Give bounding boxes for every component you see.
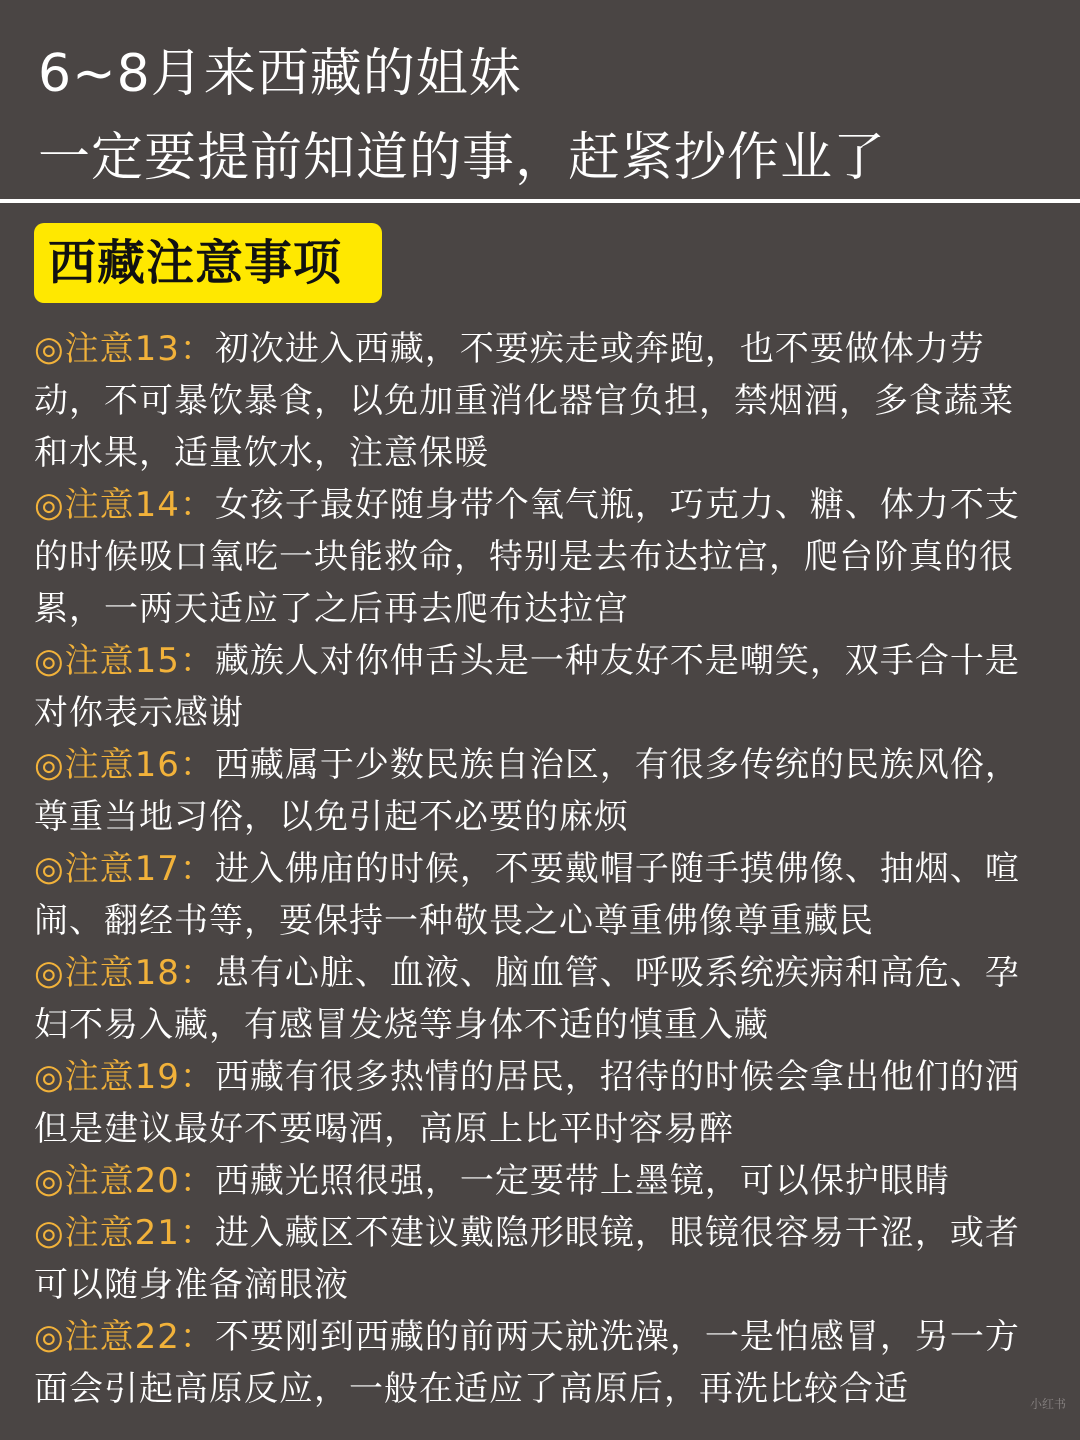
note-text: 藏族人对你伸舌头是一种友好不是嘲笑，双手合十是对你表示感谢 <box>34 641 1020 733</box>
note-text: 患有心脏、血液、脑血管、呼吸系统疾病和高危、孕妇不易入藏，有感冒发烧等身体不适的慎重入藏 <box>34 953 1020 1045</box>
notes-list <box>34 323 1034 1415</box>
note-18 <box>34 947 1034 1051</box>
note-prefix: ◎注意13： <box>34 329 215 369</box>
note-prefix: ◎注意15： <box>34 641 215 681</box>
watermark: 小红书 <box>1029 1397 1066 1411</box>
note-17 <box>34 843 1034 947</box>
note-15 <box>34 635 1034 739</box>
section-badge <box>34 223 382 303</box>
note-prefix: ◎注意17： <box>34 849 215 889</box>
note-19 <box>34 1051 1034 1155</box>
header-divider <box>0 199 1080 203</box>
note-16 <box>34 739 1034 843</box>
title-line-1: 6~8月来西藏的姐妹 <box>38 44 522 104</box>
title-line-2: 一定要提前知道的事，赶紧抄作业了 <box>38 128 887 188</box>
note-prefix: ◎注意18： <box>34 953 215 993</box>
note-22 <box>34 1311 1034 1415</box>
note-13 <box>34 323 1034 479</box>
header <box>0 0 1080 200</box>
note-prefix: ◎注意16： <box>34 745 215 785</box>
note-text: 西藏光照很强，一定要带上墨镜，可以保护眼睛 <box>214 1161 950 1201</box>
note-prefix: ◎注意22： <box>34 1317 215 1357</box>
note-text: 进入藏区不建议戴隐形眼镜，眼镜很容易干涩，或者可以随身准备滴眼液 <box>34 1213 1020 1305</box>
note-14 <box>34 479 1034 635</box>
note-20 <box>34 1155 1034 1207</box>
note-text: 进入佛庙的时候，不要戴帽子随手摸佛像、抽烟、喧闹、翻经书等，要保持一种敬畏之心尊重佛像尊重藏民 <box>34 849 1020 941</box>
note-text: 不要刚到西藏的前两天就洗澡，一是怕感冒，另一方面会引起高原反应，一般在适应了高原后，再洗比较合适 <box>34 1317 1020 1409</box>
note-prefix: ◎注意19： <box>34 1057 215 1097</box>
note-text: 西藏属于少数民族自治区，有很多传统的民族风俗，尊重当地习俗，以免引起不必要的麻烦 <box>34 745 1020 837</box>
note-text: 西藏有很多热情的居民，招待的时候会拿出他们的酒但是建议最好不要喝酒，高原上比平时容易醉 <box>34 1057 1020 1149</box>
note-text: 初次进入西藏，不要疾走或奔跑，也不要做体力劳动，不可暴饮暴食，以免加重消化器官负担，禁烟酒，多食蔬菜和水果，适量饮水，注意保暖 <box>34 329 1014 473</box>
note-prefix: ◎注意20： <box>34 1161 215 1201</box>
note-prefix: ◎注意21： <box>34 1213 215 1253</box>
note-text: 女孩子最好随身带个氧气瓶，巧克力、糖、体力不支的时候吸口氧吃一块能救命，特别是去布达拉宫，爬台阶真的很累，一两天适应了之后再去爬布达拉宫 <box>34 485 1020 629</box>
note-prefix: ◎注意14： <box>34 485 215 525</box>
section-title: 西藏注意事项 <box>48 235 343 291</box>
note-21 <box>34 1207 1034 1311</box>
